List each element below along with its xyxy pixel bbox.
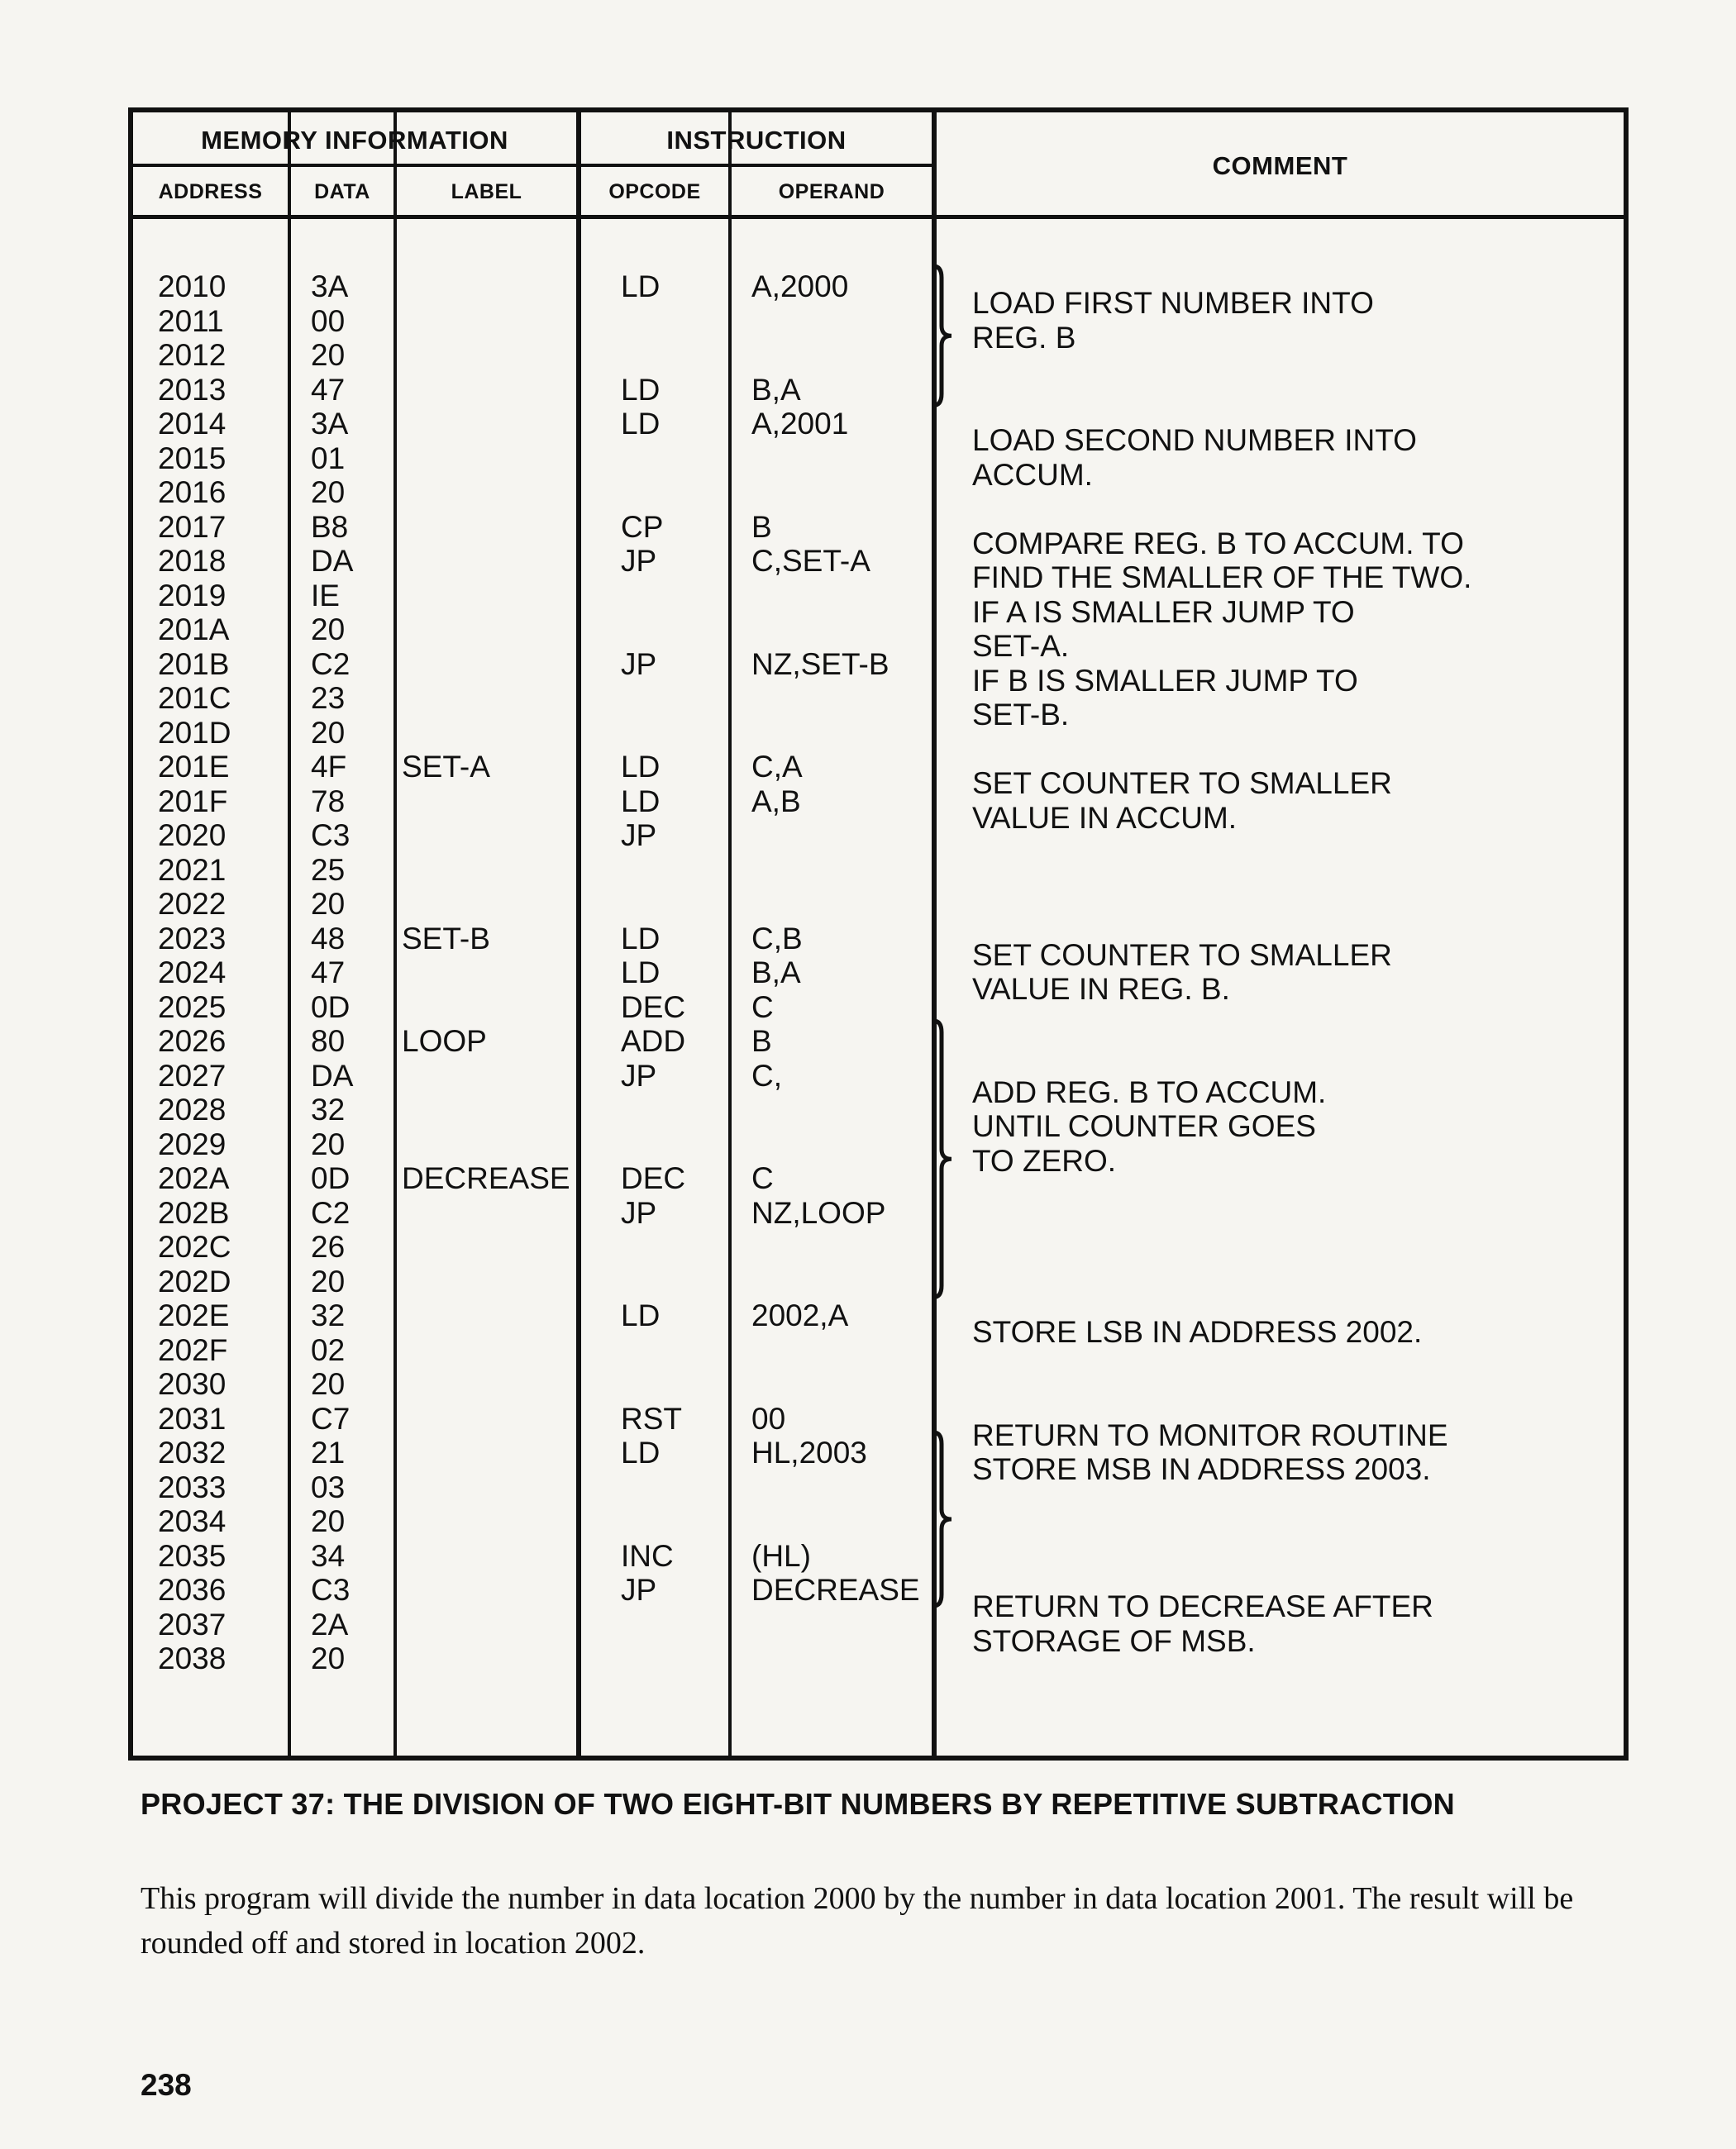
opcode-cell: LD — [621, 750, 661, 784]
comment-line: ADD REG. B TO ACCUM. — [972, 1074, 1327, 1109]
data-cell: 20 — [311, 1504, 346, 1538]
data-cell: 01 — [311, 441, 346, 475]
address-cell: 2026 — [158, 1024, 227, 1058]
data-cell: DA — [311, 1058, 354, 1093]
data-cell: 3A — [311, 407, 349, 441]
address-cell: 202F — [158, 1332, 228, 1367]
data-cell: 20 — [311, 1127, 346, 1161]
data-cell: 02 — [311, 1332, 346, 1367]
data-cell: 2A — [311, 1607, 349, 1642]
opcode-cell: JP — [621, 1195, 657, 1230]
column-divider — [288, 112, 291, 1756]
data-cell: 20 — [311, 1642, 346, 1675]
data-cell: 20 — [311, 475, 346, 509]
address-cell: 202E — [158, 1298, 230, 1332]
address-cell: 2018 — [158, 544, 227, 578]
address-cell: 201C — [158, 681, 231, 715]
data-cell: 20 — [311, 1264, 346, 1298]
comment-line: ACCUM. — [972, 457, 1093, 492]
brace — [933, 1432, 951, 1606]
data-cell: 00 — [311, 303, 346, 338]
program-listing-table — [128, 107, 1629, 1761]
address-cell: 2022 — [158, 887, 227, 921]
address-cell: 202B — [158, 1195, 230, 1230]
comment-line: RETURN TO DECREASE AFTER — [972, 1589, 1433, 1623]
address-cell: 2013 — [158, 372, 227, 407]
address-cell: 2025 — [158, 989, 227, 1024]
comment-line: SET COUNTER TO SMALLER — [972, 937, 1392, 972]
address-cell: 2029 — [158, 1127, 227, 1161]
data-cell: 20 — [311, 1367, 346, 1401]
data-cell: 48 — [311, 921, 346, 955]
operand-cell: NZ,LOOP — [751, 1195, 886, 1230]
operand-cell: 2002,A — [751, 1298, 849, 1332]
data-cell: 47 — [311, 955, 346, 989]
data-cell: IE — [311, 578, 340, 612]
address-cell: 2035 — [158, 1538, 227, 1573]
comment-line: SET COUNTER TO SMALLER — [972, 766, 1392, 800]
address-cell: 2015 — [158, 441, 227, 475]
label-column-header: LABEL — [451, 180, 522, 203]
address-cell: 2019 — [158, 578, 227, 612]
data-cell: 23 — [311, 681, 346, 715]
data-cell: 80 — [311, 1024, 346, 1058]
opcode-cell: JP — [621, 1058, 657, 1093]
address-cell: 201A — [158, 612, 230, 646]
opcode-cell: LD — [621, 269, 661, 303]
data-cell: C3 — [311, 1573, 351, 1607]
operand-cell: C,B — [751, 921, 803, 955]
data-cell: 20 — [311, 715, 346, 750]
comment-line: STORAGE OF MSB. — [972, 1623, 1256, 1658]
label-cell: SET-B — [402, 921, 490, 955]
address-cell: 2033 — [158, 1470, 227, 1504]
program-description: This program will divide the number in data location 2000 by the number in data location 2001. The result will be rounded off and stored in location 2002. — [141, 1881, 1574, 1961]
opcode-cell: LD — [621, 784, 661, 818]
address-column-header: ADDRESS — [158, 180, 263, 203]
data-cell: 20 — [311, 612, 346, 646]
data-cell: 21 — [311, 1436, 346, 1470]
data-cell: B8 — [311, 509, 349, 544]
address-cell: 201E — [158, 750, 230, 784]
operand-cell: (HL) — [751, 1538, 811, 1573]
data-cell: 26 — [311, 1230, 346, 1264]
column-divider — [728, 112, 732, 1756]
comment-line: TO ZERO. — [972, 1143, 1117, 1178]
opcode-cell: LD — [621, 372, 661, 407]
address-cell: 202C — [158, 1230, 231, 1264]
data-cell: 32 — [311, 1298, 346, 1332]
comment-line: IF A IS SMALLER JUMP TO — [972, 594, 1355, 629]
opcode-column-header: OPCODE — [608, 180, 701, 203]
data-cell: 32 — [311, 1093, 346, 1127]
data-cell: C2 — [311, 646, 351, 681]
label-cell: LOOP — [402, 1024, 487, 1058]
address-cell: 2032 — [158, 1436, 227, 1470]
address-cell: 2038 — [158, 1642, 227, 1675]
data-cell: 0D — [311, 989, 351, 1024]
address-cell: 201D — [158, 715, 231, 750]
comment-line: LOAD FIRST NUMBER INTO — [972, 286, 1374, 320]
operand-cell: B — [751, 509, 772, 544]
comment-line: COMPARE REG. B TO ACCUM. TO — [972, 526, 1464, 560]
data-cell: C3 — [311, 818, 351, 852]
data-cell: 20 — [311, 338, 346, 372]
comment-line: VALUE IN ACCUM. — [972, 800, 1238, 835]
header-bottom-line — [133, 215, 1624, 219]
data-cell: 25 — [311, 852, 346, 887]
operand-cell: NZ,SET-B — [751, 646, 889, 681]
address-cell: 2010 — [158, 269, 227, 303]
address-cell: 202D — [158, 1264, 231, 1298]
opcode-cell: JP — [621, 1573, 657, 1607]
operand-cell: DECREASE — [751, 1573, 920, 1607]
address-cell: 2034 — [158, 1504, 227, 1538]
data-cell: 47 — [311, 372, 346, 407]
address-cell: 2028 — [158, 1093, 227, 1127]
data-cell: 34 — [311, 1538, 346, 1573]
label-cell: SET-A — [402, 750, 490, 784]
data-cell: 78 — [311, 784, 346, 818]
comment-line: SET-A. — [972, 629, 1070, 663]
instruction-header: INSTRUCTION — [666, 126, 847, 155]
operand-cell: C — [751, 989, 774, 1024]
data-cell: C2 — [311, 1195, 351, 1230]
address-cell: 2030 — [158, 1367, 227, 1401]
operand-cell: C,SET-A — [751, 544, 870, 578]
comment-braces — [922, 112, 971, 1765]
opcode-cell: JP — [621, 646, 657, 681]
operand-cell: 00 — [751, 1401, 786, 1436]
memory-information-header: MEMORY INFORMATION — [201, 126, 508, 155]
header-divider — [133, 164, 932, 167]
opcode-cell: JP — [621, 818, 657, 852]
comment-line: FIND THE SMALLER OF THE TWO. — [972, 560, 1472, 594]
operand-column-header: OPERAND — [778, 180, 885, 203]
operand-cell: C, — [751, 1058, 782, 1093]
address-cell: 2017 — [158, 509, 227, 544]
opcode-cell: INC — [621, 1538, 674, 1573]
opcode-cell: JP — [621, 544, 657, 578]
comment-line: IF B IS SMALLER JUMP TO — [972, 663, 1358, 698]
address-cell: 2020 — [158, 818, 227, 852]
comment-line: VALUE IN REG. B. — [972, 972, 1230, 1006]
comment-line: STORE MSB IN ADDRESS 2003. — [972, 1452, 1431, 1486]
address-cell: 2027 — [158, 1058, 227, 1093]
operand-cell: A,2001 — [751, 407, 849, 441]
opcode-cell: LD — [621, 1298, 661, 1332]
comment-line: RETURN TO MONITOR ROUTINE — [972, 1418, 1448, 1452]
address-cell: 2016 — [158, 475, 227, 509]
opcode-cell: DEC — [621, 1161, 686, 1195]
address-cell: 202A — [158, 1161, 230, 1195]
brace — [933, 266, 951, 406]
address-cell: 2012 — [158, 338, 227, 372]
column-divider — [576, 112, 581, 1756]
opcode-cell: RST — [621, 1401, 682, 1436]
data-cell: DA — [311, 544, 354, 578]
address-cell: 2023 — [158, 921, 227, 955]
comment-line: REG. B — [972, 320, 1076, 355]
opcode-cell: LD — [621, 1436, 661, 1470]
address-cell: 2031 — [158, 1401, 227, 1436]
page-number: 238 — [141, 2068, 192, 2102]
data-cell: 3A — [311, 269, 349, 303]
address-cell: 201F — [158, 784, 228, 818]
brace — [933, 1021, 951, 1298]
operand-cell: B,A — [751, 955, 801, 989]
comment-line: SET-B. — [972, 698, 1070, 731]
opcode-cell: DEC — [621, 989, 686, 1024]
operand-cell: A,2000 — [751, 269, 849, 303]
data-column-header: DATA — [314, 180, 370, 203]
data-cell: 03 — [311, 1470, 346, 1504]
address-cell: 2014 — [158, 407, 227, 441]
address-cell: 2024 — [158, 955, 227, 989]
operand-cell: B — [751, 1024, 772, 1058]
comment-header: COMMENT — [1212, 151, 1348, 180]
data-cell: C7 — [311, 1401, 351, 1436]
address-cell: 201B — [158, 646, 230, 681]
data-cell: 4F — [311, 750, 347, 784]
data-cell: 20 — [311, 887, 346, 921]
opcode-cell: LD — [621, 955, 661, 989]
operand-cell: B,A — [751, 372, 801, 407]
address-cell: 2021 — [158, 852, 227, 887]
figure-caption: PROJECT 37: THE DIVISION OF TWO EIGHT-BIT NUMBERS BY REPETITIVE SUBTRACTION — [141, 1787, 1455, 1821]
operand-cell: C,A — [751, 750, 803, 784]
comment-line: UNTIL COUNTER GOES — [972, 1109, 1316, 1143]
label-cell: DECREASE — [402, 1161, 570, 1195]
operand-cell: A,B — [751, 784, 801, 818]
operand-cell: C — [751, 1161, 774, 1195]
address-cell: 2011 — [158, 303, 224, 338]
comment-line: STORE LSB IN ADDRESS 2002. — [972, 1315, 1423, 1349]
comment-line: LOAD SECOND NUMBER INTO — [972, 423, 1417, 457]
opcode-cell: LD — [621, 921, 661, 955]
address-cell: 2036 — [158, 1573, 227, 1607]
data-cell: 0D — [311, 1161, 351, 1195]
opcode-cell: ADD — [621, 1024, 686, 1058]
column-divider — [393, 112, 397, 1756]
opcode-cell: CP — [621, 509, 664, 544]
opcode-cell: LD — [621, 407, 661, 441]
operand-cell: HL,2003 — [751, 1436, 867, 1470]
address-cell: 2037 — [158, 1607, 227, 1642]
